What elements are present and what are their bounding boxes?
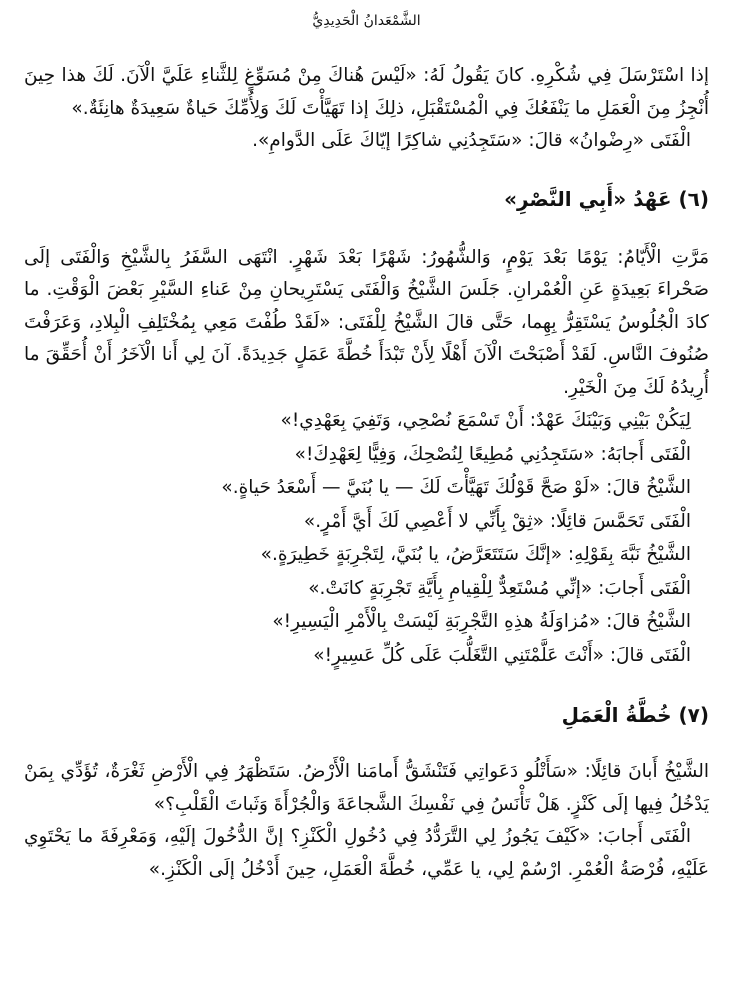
book-page bbox=[24, 0, 709, 886]
section-7-paragraph-2: الْفَتَى أَجابَ: «كَيْفَ يَجُوزُ لِي التَّرَدُّدُ فِي دُخُولِ الْكَنْزِ؟ إنَّ الدُّخُولَ إلَيْهِ، وَمَعْرِفَةَ ما يَحْتَوِي عَلَيْهِ، فُرْصَةُ الْعُمْرِ. ارْسُمْ لِي، يا عَمِّي، خُطَّةَ الْعَمَلِ، حِينَ أَدْخُلُ إلَى الْكَنْزِ.» bbox=[24, 826, 709, 880]
section-6-paragraph: مَرَّتِ الْأَيّامُ: يَوْمًا بَعْدَ يَوْمٍ، وَالشُّهُورُ: شَهْرًا بَعْدَ شَهْرٍ. انْتَهَى السَّفَرُ بِالشَّيْخِ وَالْفَتَى إلَى صَحْراءَ بَعِيدَةٍ عَنِ الْعُمْرانِ. جَلَسَ الشَّيْخُ وَالْفَتَى يَسْتَرِيحانِ مِنْ عَناءِ السَّيْرِ بَعْضَ الْوَقْتِ. ما كادَ الْجُلُوسُ يَسْتَقِرُّ بِهِما، حَتَّى قالَ الشَّيْخُ لِلْفَتَى: «لَقَدْ طُفْتَ مَعِي بِمُخْتَلِفِ الْبِلادِ، وَعَرَفْتَ صُنُوفَ النَّاسِ. لَقَدْ أَصْبَحْتَ الْآنَ أَهْلًا لِأَنْ تَبْدَأَ خُطَّةَ عَمَلٍ جَدِيدَةً. آنَ لِي أَنا الْآخَرُ أَنْ أُحَقِّقَ ما أُرِيدُهُ لَكَ مِنَ الْخَيْرِ. bbox=[24, 246, 709, 398]
section-7-paragraph-1: الشَّيْخُ أَبانَ قائِلًا: «سَأَتْلُو دَعَواتِي فَتَنْشَقُّ أَمامَنا الْأَرْضُ. سَتَظْهَرُ فِي الْأَرْضِ ثَغْرَةٌ، تُؤَدِّي بِمَنْ يَدْخُلُ فِيها إلَى كَنْزٍ. هَلْ تَأْنَسُ فِي نَفْسِكَ الشَّجاعَةَ وَالْجُرْأَةَ وَثَباتَ الْقَلْبِ؟» bbox=[24, 761, 709, 815]
dialogue-line: الْفَتَى أَجابَ: «إنِّي مُسْتَعِدٌّ لِلْقِيامِ بِأَيَّةِ تَجْرِبَةٍ كانَتْ.» bbox=[308, 577, 691, 599]
intro-paragraph: إذا اسْتَرْسَلَ فِي شُكْرِهِ. كانَ يَقُولُ لَهُ: «لَيْسَ هُناكَ مِنْ مُسَوِّغٍ لِلثَّناءِ عَلَيَّ الْآنَ. لَكَ هذا حِينَ أُنْجِزُ مِنَ الْعَمَلِ ما يَنْفَعُكَ فِي الْمُسْتَقْبَلِ، ذلِكَ إذا تَهَيَّأْتَ لَكَ وَلِأُمِّكَ حَياةٌ سَعِيدَةٌ هانِئَةٌ.» bbox=[24, 65, 709, 119]
section-6-title: (٦) عَهْدُ «أَبِي النَّصْرِ» bbox=[504, 186, 709, 211]
dialogue-line: الْفَتَى قالَ: «أَنْتَ عَلَّمْتَنِي التَّغَلُّبَ عَلَى كُلِّ عَسِيرٍ!» bbox=[313, 644, 691, 666]
dialogue-line: الْفَتَى أَجابَهُ: «سَتَجِدُنِي مُطِيعًا لِنُصْحِكَ، وَفِيًّا لِعَهْدِكَ!» bbox=[294, 443, 691, 465]
dialogue-line: الْفَتَى تَحَمَّسَ قائِلًا: «ثِقْ بِأَنِّي لا أَعْصِي لَكَ أَيَّ أَمْرٍ.» bbox=[303, 510, 691, 532]
section-7-title: (٧) خُطَّةُ الْعَمَلِ bbox=[561, 703, 709, 727]
intro-reply: الْفَتَى «رِضْوانُ» قالَ: «سَتَجِدُنِي شاكِرًا إيّاكَ عَلَى الدَّوامِ». bbox=[252, 130, 691, 151]
dialogue-line: الشَّيْخُ قالَ: «لَوْ صَحَّ قَوْلُكَ تَهَيَّأْتَ لَكَ — يا بُنَيَّ — أَسْعَدُ حَياةٍ.» bbox=[221, 477, 691, 498]
section-6-dialogue bbox=[24, 404, 709, 672]
running-header: الشَّمْعَدانُ الْحَدِيدِيُّ bbox=[312, 13, 421, 29]
dialogue-line: لِيَكُنْ بَيْنِي وَبَيْنَكَ عَهْدٌ: أَنْ تَسْمَعَ نُصْحِي، وَتَفِيَ بِعَهْدِي!» bbox=[280, 410, 691, 431]
dialogue-line: الشَّيْخُ نَبَّهَ بِقَوْلِهِ: «إنَّكَ سَتَتَعَرَّضُ، يا بُنَيَّ، لِتَجْرِبَةٍ خَطِيرَةٍ.» bbox=[260, 544, 691, 565]
dialogue-line: الشَّيْخُ قالَ: «مُزاوَلَةُ هذِهِ التَّجْرِبَةِ لَيْسَتْ بِالْأَمْرِ الْيَسِيرِ!» bbox=[272, 611, 691, 632]
